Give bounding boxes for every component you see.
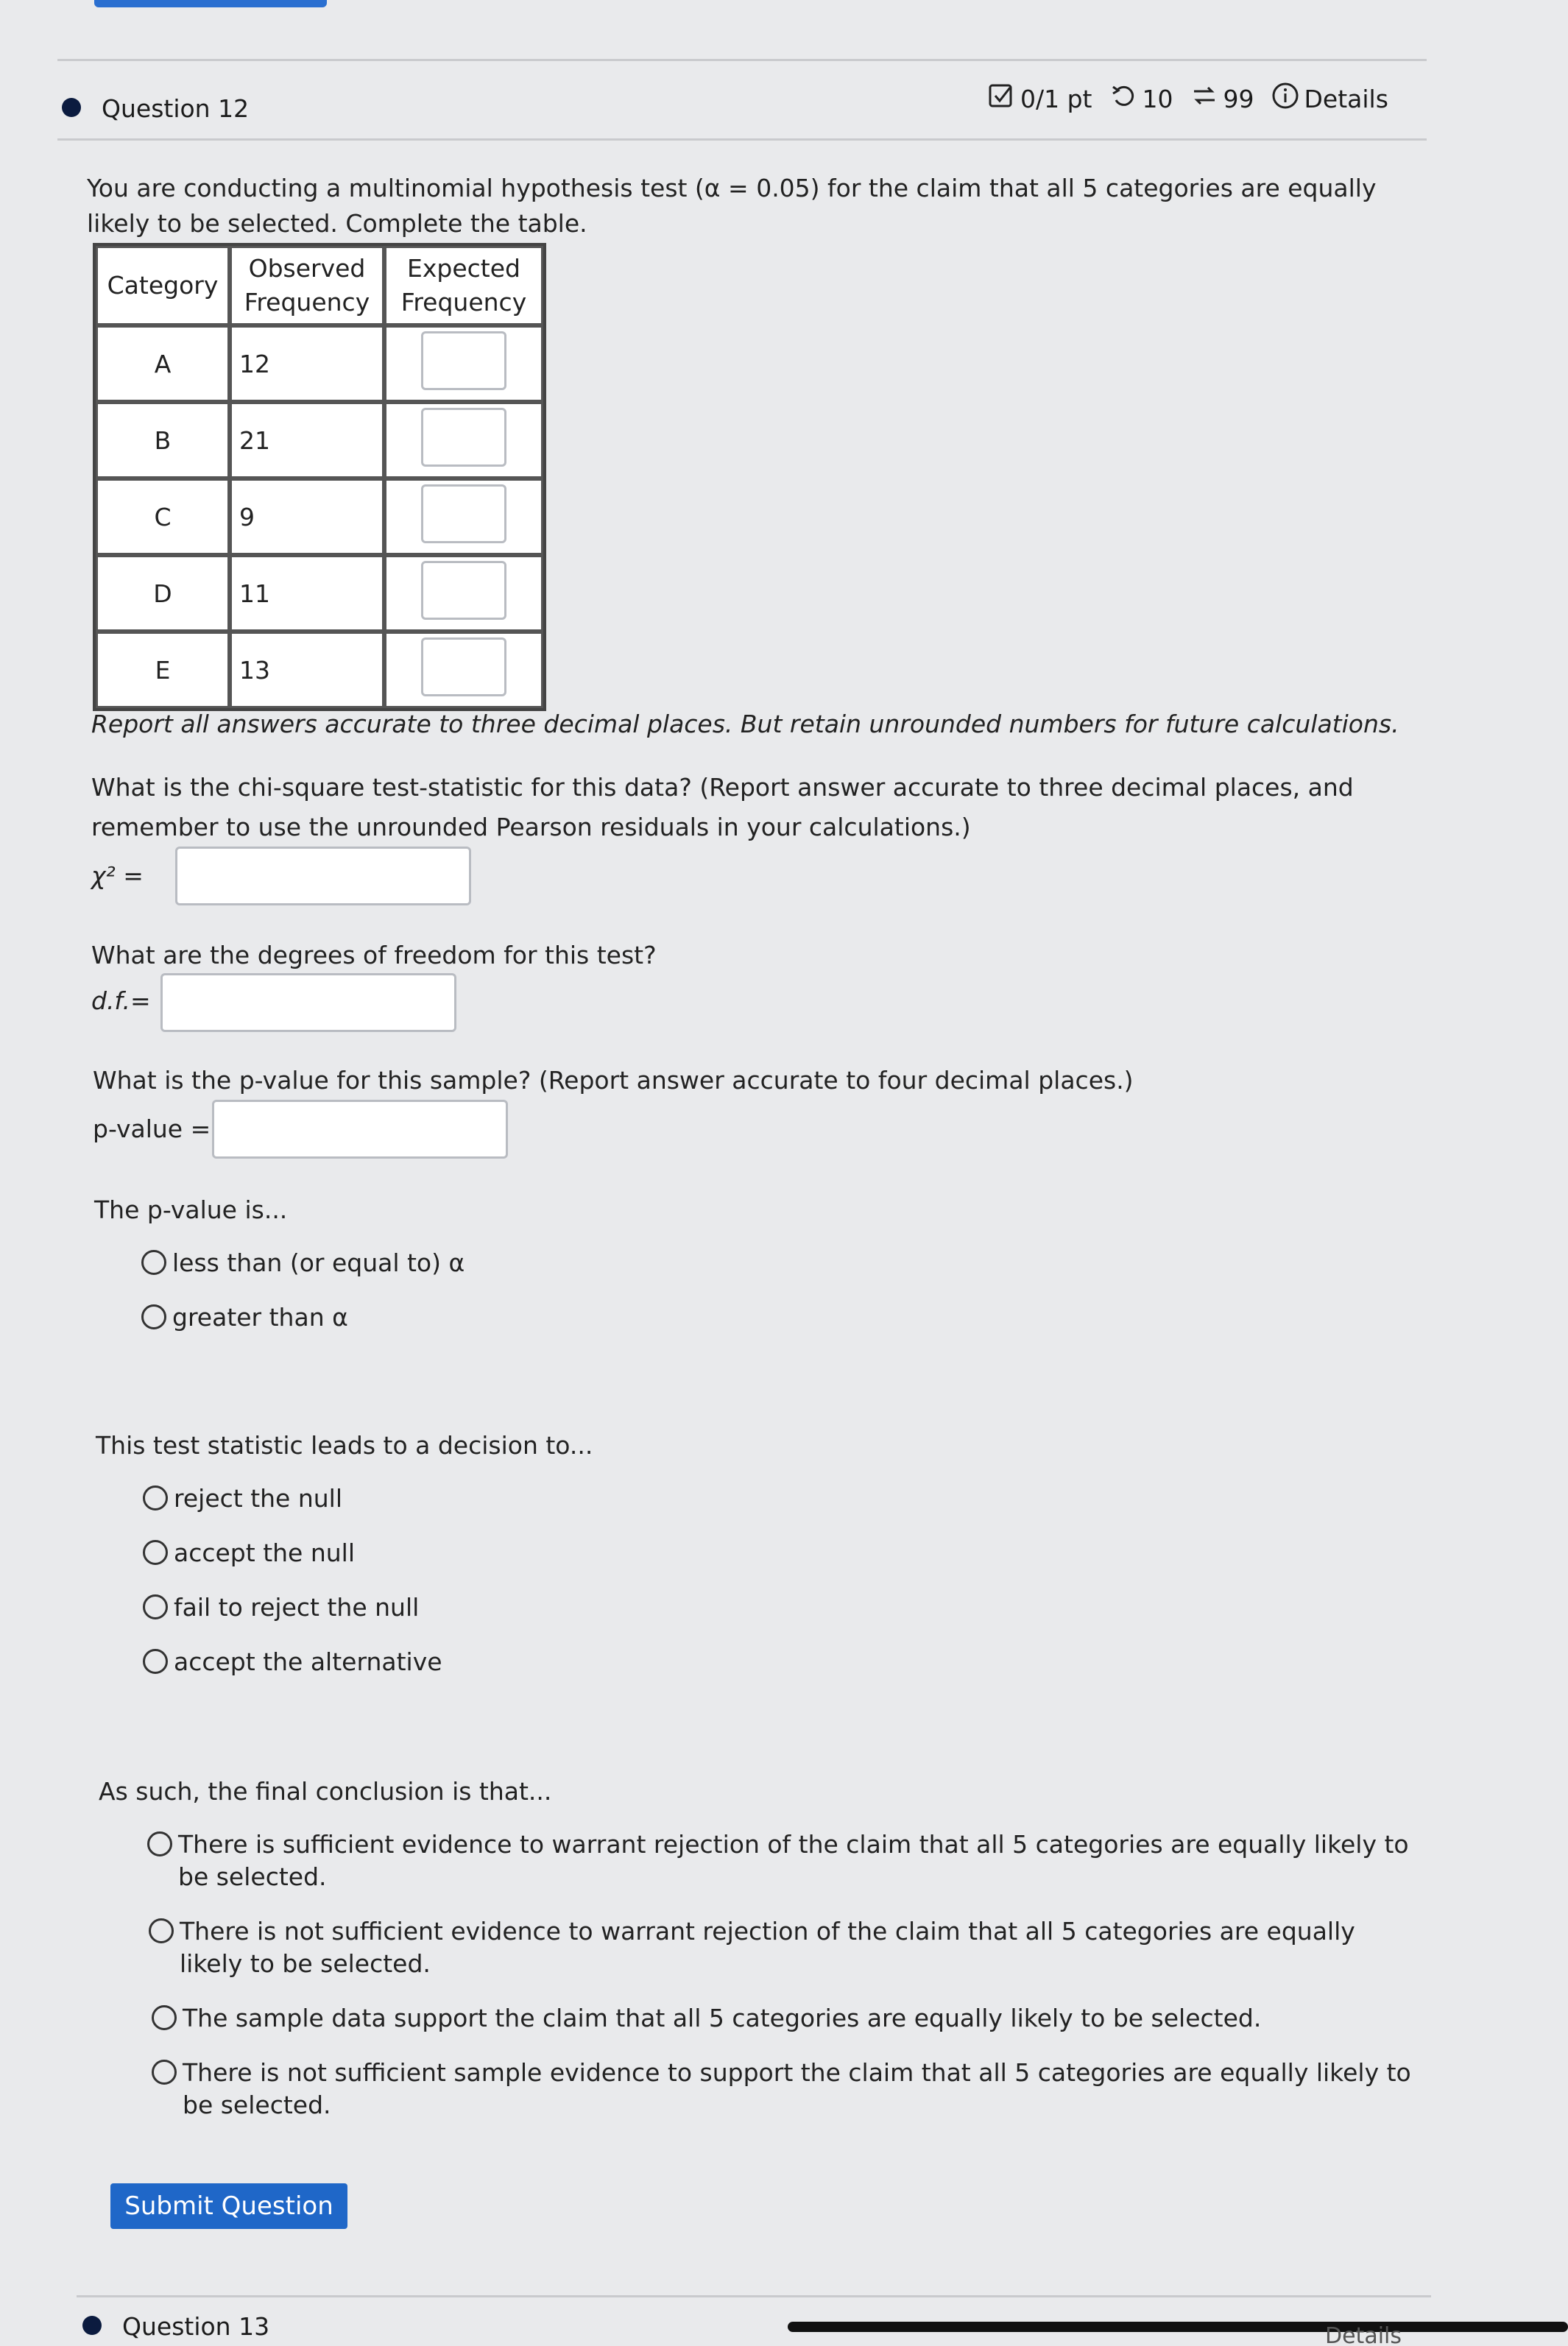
table-row (96, 325, 543, 402)
progress-accent-bar (94, 0, 327, 7)
df-question: What are the degrees of freedom for this test? (91, 941, 657, 969)
pvalue-question: What is the p-value for this sample? (Report answer accurate to four decimal places.) (93, 1066, 1134, 1095)
info-icon[interactable] (1271, 81, 1300, 116)
observed-cell: 21 (230, 402, 384, 478)
radio-fail-to-reject[interactable]: fail to reject the null (143, 1591, 419, 1624)
category-cell: C (96, 478, 230, 555)
observed-cell: 11 (230, 555, 384, 632)
expected-input-b[interactable] (421, 408, 506, 467)
radio-conclusion-2[interactable]: There is not sufficient evidence to warrant rejection of the claim that all 5 categories are equally likely to be selected. (149, 1915, 1355, 1980)
divider (57, 138, 1427, 141)
expected-input-e[interactable] (421, 637, 506, 696)
attempts-count: 99 (1223, 84, 1254, 113)
next-details-link[interactable]: Details (1325, 2326, 1402, 2346)
category-cell: E (96, 632, 230, 708)
radio-conclusion-3[interactable]: The sample data support the claim that all 5 categories are equally likely to be selected. (152, 2002, 1261, 2035)
radio-greater-than-alpha[interactable]: greater than α (141, 1301, 348, 1334)
question-status-dot (82, 2316, 102, 2335)
question-title: Question 12 (102, 94, 250, 123)
chi-square-question-1: What is the chi-square test-statistic for this data? (Report answer accurate to three decimal places, and (91, 773, 1354, 802)
radio-circle-icon[interactable] (141, 1304, 166, 1329)
table-row (96, 632, 543, 708)
radio-circle-icon[interactable] (143, 1540, 168, 1565)
divider (77, 2295, 1431, 2297)
retry-icon (1109, 81, 1138, 116)
header-category: Category (96, 246, 230, 325)
divider (57, 59, 1427, 61)
checkbox-score-icon (986, 81, 1016, 116)
details-link[interactable]: Details (1304, 84, 1388, 113)
question-meta (986, 81, 1388, 116)
radio-circle-icon[interactable] (143, 1594, 168, 1619)
expected-input-a[interactable] (421, 331, 506, 390)
radio-conclusion-1[interactable]: There is sufficient evidence to warrant rejection of the claim that all 5 categories are equally likely to be selected. (147, 1829, 1409, 1893)
chi-square-label: χ² = (91, 861, 144, 890)
observed-cell: 9 (230, 478, 384, 555)
pvalue-input[interactable] (212, 1100, 508, 1159)
df-label: d.f.= (91, 986, 151, 1015)
radio-circle-icon[interactable] (149, 1918, 174, 1943)
table-row (96, 555, 543, 632)
category-cell: A (96, 325, 230, 402)
category-cell: D (96, 555, 230, 632)
chi-square-question-2: remember to use the unrounded Pearson residuals in your calculations.) (91, 813, 971, 841)
conclusion-question: As such, the final conclusion is that... (99, 1777, 552, 1806)
table-header-row (96, 246, 543, 325)
radio-less-than-alpha[interactable]: less than (or equal to) α (141, 1247, 465, 1279)
observed-cell: 12 (230, 325, 384, 402)
radio-circle-icon[interactable] (152, 2060, 177, 2085)
retries-count: 10 (1142, 84, 1173, 113)
table-row (96, 478, 543, 555)
submit-question-button[interactable]: Submit Question (110, 2183, 347, 2229)
radio-conclusion-4[interactable]: There is not sufficient sample evidence to support the claim that all 5 categories are equally likely to be selected. (152, 2057, 1411, 2121)
table-row (96, 402, 543, 478)
prompt-line-2: likely to be selected. Complete the table. (87, 209, 587, 238)
radio-circle-icon[interactable] (152, 2005, 177, 2030)
chi-square-input[interactable] (175, 847, 471, 905)
radio-circle-icon[interactable] (147, 1831, 172, 1856)
radio-circle-icon[interactable] (143, 1485, 168, 1511)
prompt-line-1: You are conducting a multinomial hypothesis test (α = 0.05) for the claim that all 5 categories are equally (87, 174, 1377, 202)
radio-accept-null[interactable]: accept the null (143, 1537, 355, 1569)
pvalue-compare-question: The p-value is... (94, 1195, 288, 1224)
report-note: Report all answers accurate to three decimal places. But retain unrounded numbers for future calculations. (91, 710, 1399, 738)
next-question-title: Question 13 (122, 2312, 270, 2341)
category-cell: B (96, 402, 230, 478)
radio-reject-null[interactable]: reject the null (143, 1483, 342, 1515)
radio-circle-icon[interactable] (141, 1250, 166, 1275)
attempts-icon (1190, 81, 1219, 116)
expected-input-c[interactable] (421, 484, 506, 543)
header-expected: Expected Frequency (384, 246, 543, 325)
decision-question: This test statistic leads to a decision to... (96, 1431, 593, 1460)
question-status-dot (62, 98, 81, 117)
scrollbar-overlay (788, 2322, 1568, 2332)
expected-input-d[interactable] (421, 561, 506, 620)
radio-circle-icon[interactable] (143, 1649, 168, 1674)
frequency-table (93, 243, 546, 711)
radio-accept-alternative[interactable]: accept the alternative (143, 1646, 442, 1678)
score-text: 0/1 pt (1020, 84, 1092, 113)
df-input[interactable] (160, 973, 456, 1032)
observed-cell: 13 (230, 632, 384, 708)
header-observed: Observed Frequency (230, 246, 384, 325)
pvalue-label: p-value = (93, 1114, 211, 1143)
